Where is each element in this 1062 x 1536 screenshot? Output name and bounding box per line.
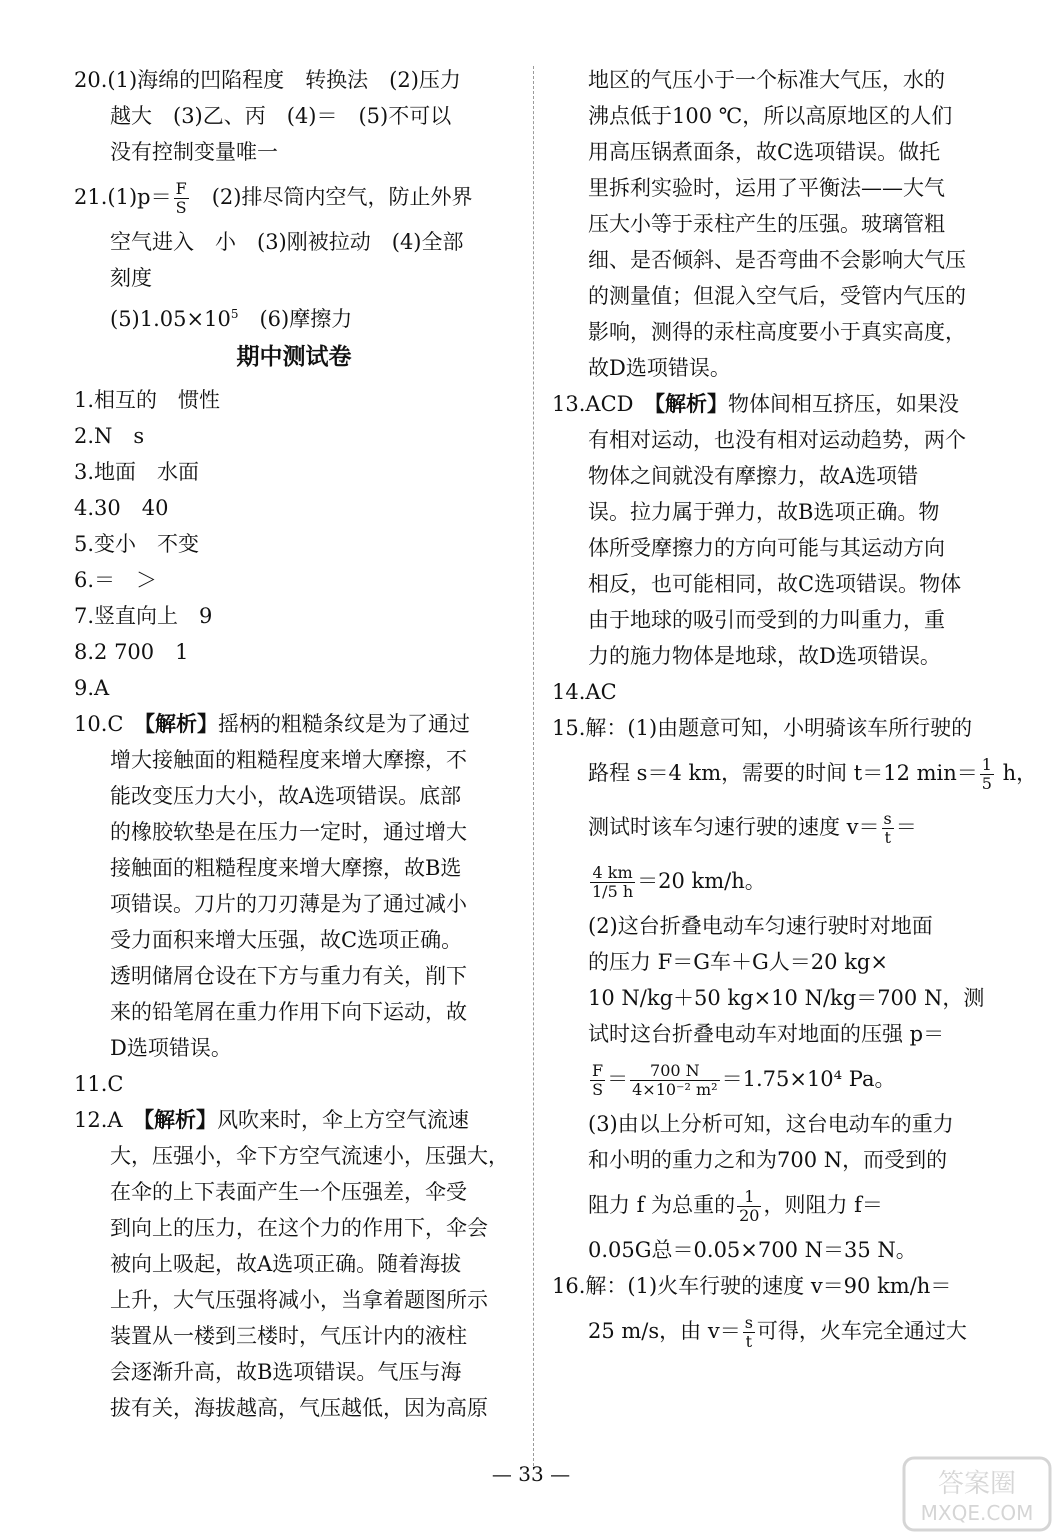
answer-12-cont: 影响，测得的汞柱高度要小于真实高度，: [588, 320, 966, 344]
answer-16-line-1: 16.解：(1)火车行驶的速度 v＝90 km/h＝: [552, 1274, 952, 1298]
answer-20-line-3: 没有控制变量唯一: [110, 140, 278, 164]
answer-12-line-1: 12.A 【解析】风吹来时，伞上方空气流速: [74, 1107, 470, 1132]
answer-13-text: 物体之间就没有摩擦力，故A选项错: [588, 464, 919, 488]
fraction: $\frac{F}{S}$: [175, 179, 187, 217]
svg-text:MXQE.COM: MXQE.COM: [920, 1501, 1034, 1525]
analysis-tag: 【解析】: [143, 1107, 218, 1132]
left-column: [74, 62, 514, 1426]
answer-10-text: 透明储屑仓设在下方与重力有关，削下: [110, 964, 467, 988]
answer-15-line-4: $\frac{4 km}{1/5 h}$ ＝20 km/h。: [592, 863, 766, 901]
fraction: $\frac{700 N}{\text{4×10⁻² m²}}$: [632, 1061, 718, 1099]
answer-10-text: 的橡胶软垫是在压力一定时，通过增大: [110, 820, 467, 844]
answer-10-text: 能改变压力大小，故A选项错误。底部: [110, 784, 462, 808]
answer-12-cont: 的测量值；但混入空气后，受管内气压的: [588, 284, 966, 308]
answer-13-text: 由于地球的吸引而受到的力叫重力，重: [588, 608, 945, 632]
answer-12-cont: 地区的气压小于一个标准大气压，水的: [588, 68, 945, 92]
answer-12-text: 到向上的压力，在这个力的作用下，伞会: [110, 1216, 488, 1240]
fraction: $\frac{F}{S}$: [592, 1061, 604, 1099]
answer-9: 9.A: [74, 676, 110, 700]
section-heading: 期中测试卷: [236, 343, 352, 370]
answer-10-text: 接触面的粗糙程度来增大摩擦，故B选: [110, 856, 462, 880]
answer-12-cont: 用高压锅煮面条，故C选项错误。做托: [588, 140, 941, 164]
answer-12-text: 大，压强小，伞下方空气流速小，压强大，: [110, 1144, 509, 1168]
answer-13-line-1: 13.ACD 【解析】物体间相互挤压，如果没: [552, 391, 959, 416]
answer-15-line-8: 试时这台折叠电动车对地面的压强 p＝: [588, 1022, 945, 1046]
answer-12-text: 会逐渐升高，故B选项错误。气压与海: [110, 1360, 462, 1384]
analysis-tag: 【解析】: [144, 711, 218, 736]
answer-21-line-2: 空气进入 小 (3)刚被拉动 (4)全部: [110, 230, 464, 254]
fraction: $\frac{1}{20}$: [739, 1187, 760, 1225]
answer-15-line-11: 和小明的重力之和为700 N，而受到的: [588, 1148, 948, 1172]
answer-15-line-10: (3)由以上分析可知，这台电动车的重力: [588, 1112, 954, 1136]
fraction: $\frac{1}{5}$: [981, 755, 992, 793]
answer-15-line-12: 阻力 f 为总重的 $\frac{1}{20}$ ，则阻力 f＝: [588, 1187, 883, 1225]
answer-13-text: 误。拉力属于弹力，故B选项正确。物: [588, 500, 940, 524]
answer-10-text: 来的铅笔屑在重力作用下向下运动，故: [110, 1000, 467, 1024]
answer-10-text: 受力面积来增大压强，故C选项正确。: [110, 928, 463, 952]
answer-12-cont: 细、是否倾斜、是否弯曲不会影响大气压: [588, 248, 966, 272]
answer-13-text: 力的施力物体是地球，故D选项错误。: [588, 644, 941, 668]
answer-14: 14.AC: [552, 680, 617, 704]
answer-5: 5.变小 不变: [74, 532, 200, 556]
watermark-logo: [902, 1456, 1052, 1532]
page-number: — 33 —: [491, 1462, 571, 1486]
answer-7: 7.竖直向上 9: [74, 604, 213, 628]
answer-13-text: 体所受摩擦力的方向可能与其运动方向: [588, 536, 945, 560]
answer-12-text: 被向上吸起，故A选项正确。随着海拔: [110, 1252, 462, 1276]
answer-13-text: 有相对运动，也没有相对运动趋势，两个: [588, 428, 966, 452]
answer-16-line-2: 25 m/s，由 v＝ $\frac{s}{t}$ 可得，火车完全通过大: [588, 1313, 967, 1351]
right-column: [552, 62, 1038, 1358]
answer-15-line-3: 测试时该车匀速行驶的速度 v＝ $\frac{s}{t}$ ＝: [588, 809, 917, 847]
answer-21-line-1: 21.(1)p＝ $\frac{F}{S}$ (2)排尽筒内空气，防止外界: [74, 179, 473, 217]
answer-10-text: D选项错误。: [110, 1036, 232, 1060]
analysis-tag: 【解析】: [654, 391, 728, 416]
fraction: $\frac{s}{t}$: [883, 809, 892, 847]
answer-12-text: 装置从一楼到三楼时，气压计内的液柱: [110, 1324, 467, 1348]
answer-10-text: 增大接触面的粗糙程度来增大摩擦，不: [110, 748, 467, 772]
fraction: $\frac{s}{t}$: [744, 1313, 753, 1351]
answer-20-line-1: 20.(1)海绵的凹陷程度 转换法 (2)压力: [74, 68, 461, 92]
answer-11: 11.C: [74, 1072, 124, 1096]
answer-15-line-9: $\frac{F}{S}$ ＝ $\frac{700 N}{\text{4×10⁻² m²}}$ ＝1.75×10⁴ Pa。: [592, 1061, 896, 1099]
answer-12-text: 上升，大气压强将减小，当拿着题图所示: [110, 1288, 488, 1312]
answer-8: 8.2 700 1: [74, 640, 189, 664]
answer-15-line-5: (2)这台折叠电动车匀速行驶时对地面: [588, 914, 933, 938]
answer-6: 6.＝ ＞: [74, 568, 158, 592]
answer-12-cont: 沸点低于100 ℃，所以高原地区的人们: [588, 104, 953, 128]
answer-12-cont: 压大小等于汞柱产生的压强。玻璃管粗: [588, 212, 945, 236]
answer-15-line-6: 的压力 F＝G车＋G人＝20 kg×: [588, 950, 888, 974]
answer-10-text: 项错误。刀片的刀刃薄是为了通过减小: [110, 892, 467, 916]
answer-12-cont: 里拆利实验时，运用了平衡法——大气: [588, 176, 945, 200]
answer-12-text: 拔有关，海拔越高，气压越低，因为高原: [110, 1396, 488, 1420]
answer-12-cont: 故D选项错误。: [588, 356, 731, 380]
answer-15-line-7: 10 N/kg＋50 kg×10 N/kg＝700 N，测: [588, 986, 985, 1010]
answer-12-text: 在伞的上下表面产生一个压强差，伞受: [110, 1180, 467, 1204]
answer-21-line-4: $(5)1.05\times 10^5$ (6)摩擦力: [110, 307, 353, 331]
fraction: $\frac{4 km}{1/5 h}$: [592, 863, 634, 901]
column-divider: [533, 66, 534, 1466]
answer-1: 1.相互的 惯性: [74, 388, 221, 412]
answer-10-line-1: 10.C 【解析】摇柄的粗糙条纹是为了通过: [74, 711, 470, 736]
svg-text:答案圈: 答案圈: [937, 1469, 1017, 1499]
answer-15-line-13: 0.05G总＝0.05×700 N＝35 N。: [588, 1238, 917, 1262]
answer-2: 2.N s: [74, 424, 145, 448]
answer-15-line-2: 路程 s＝4 km，需要的时间 t＝12 min＝ $\frac{1}{5}$ h，: [588, 755, 1038, 793]
answer-13-text: 相反，也可能相同，故C选项错误。物体: [588, 572, 962, 596]
answer-3: 3.地面 水面: [74, 460, 200, 484]
answer-20-line-2: 越大 (3)乙、丙 (4)＝ (5)不可以: [110, 104, 452, 128]
answer-21-line-3: 刻度: [110, 266, 152, 290]
answer-15-line-1: 15.解：(1)由题意可知，小明骑该车所行驶的: [552, 716, 973, 740]
answer-4: 4.30 40: [74, 496, 169, 520]
